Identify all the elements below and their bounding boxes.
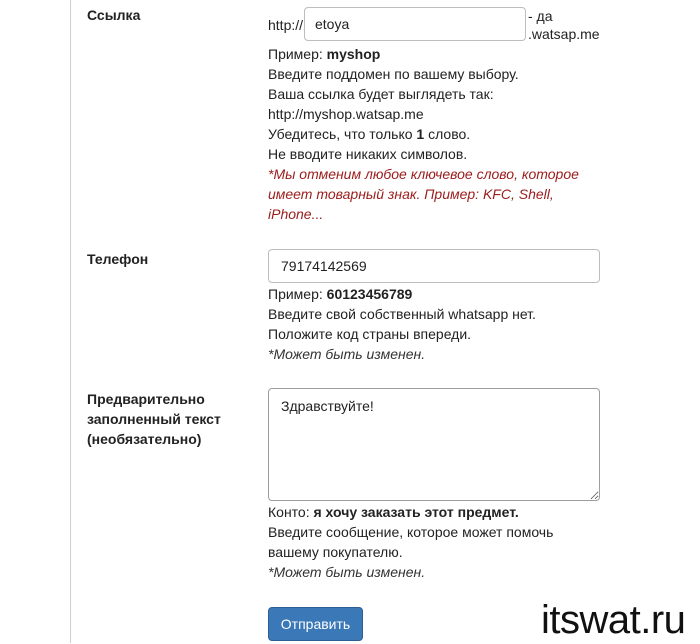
link-label: Ссылка xyxy=(87,7,141,23)
content-left-border xyxy=(70,0,71,643)
phone-input[interactable] xyxy=(268,249,600,283)
prefilled-text-label: Предварительно заполненный текст (необязательно) xyxy=(87,391,221,447)
link-example: Пример: myshop xyxy=(268,46,381,62)
link-help-line: http://myshop.watsap.me xyxy=(268,106,424,122)
prefilled-help xyxy=(268,502,553,582)
link-one-word: Убедитесь, что только 1 слово. xyxy=(268,126,471,142)
prefilled-help-line: Введите сообщение, которое может помочь xyxy=(268,524,554,540)
submit-button[interactable]: Отправить xyxy=(268,607,363,641)
trademark-warning-line: iPhone... xyxy=(268,206,324,222)
phone-note: *Может быть изменен. xyxy=(268,346,426,362)
link-suffix-top: - да xyxy=(528,8,553,24)
trademark-warning-line: имеет товарный знак. Пример: KFC, Shell, xyxy=(268,186,554,202)
prefilled-example: Конто: я хочу заказать этот предмет. xyxy=(268,504,519,520)
phone-help xyxy=(268,284,536,364)
link-prefix: http:// xyxy=(268,17,304,33)
phone-example: Пример: 60123456789 xyxy=(268,286,413,302)
prefilled-note: *Может быть изменен. xyxy=(268,564,426,580)
phone-help-line: Положите код страны впереди. xyxy=(268,326,472,342)
link-suffix-domain: .watsap.me xyxy=(528,26,600,42)
link-no-symbols: Не вводите никаких символов. xyxy=(268,146,468,162)
subdomain-input[interactable] xyxy=(304,7,526,41)
site-watermark: itswat.ru xyxy=(541,598,686,642)
prefilled-text-area[interactable] xyxy=(268,388,600,501)
phone-label: Телефон xyxy=(87,251,149,267)
prefilled-help-line: вашему покупателю. xyxy=(268,544,403,560)
link-help-line: Ваша ссылка будет выглядеть так: xyxy=(268,86,494,102)
phone-help-line: Введите свой собственный whatsapp нет. xyxy=(268,306,536,322)
link-help-line: Введите поддомен по вашему выбору. xyxy=(268,66,519,82)
link-help xyxy=(268,44,579,224)
trademark-warning-line: *Мы отменим любое ключевое слово, которое xyxy=(268,166,579,182)
